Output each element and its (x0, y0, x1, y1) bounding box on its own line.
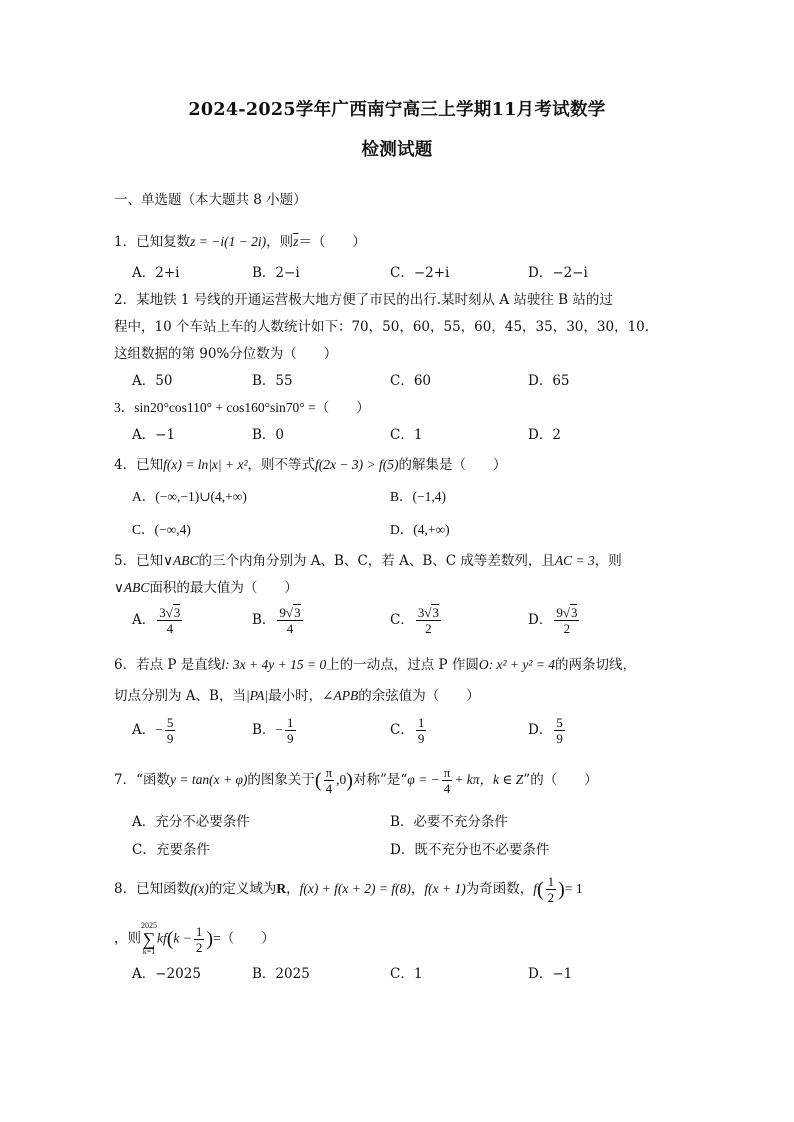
q3-option-a: A．−1 (132, 427, 176, 443)
q8-option-a: A．−2025 (132, 966, 201, 982)
q4-inequality: f(2x − 3) > f(5) (315, 457, 399, 472)
question-7: 7．“函数y = tan(x + φ)的图象关于( $\frac{\pi}{4}$ ,0)对称”是“φ = − $\frac{\pi}{4}$ + kπ，k ∈ Z”的（ ） (114, 765, 598, 796)
question-1: 1．已知复数z = −i(1 − 2i)，则$\overline{z}=$（ ） (114, 234, 366, 250)
q5-option-b: B． $\frac{9√3}{4}$ (252, 605, 301, 636)
section-heading: 一、单选题（本大题共 8 小题） (114, 192, 307, 208)
title-line-2: 检测试题 (361, 140, 433, 160)
q4-option-b: B．(−1,4) (390, 489, 446, 504)
question-8-line-2: ，则2025 ∑ k=1kf(k − $\frac{1}{2}$ )=（ ） (114, 921, 275, 956)
q7-option-c: C．充要条件 (132, 842, 210, 858)
question-4: 4．已知f(x) = ln|x| + x²，则不等式f(2x − 3) > f(5)的解集是（ ） (114, 457, 507, 473)
q1-option-d: D．−2−i (528, 265, 588, 281)
title-line-1: 2024-2025学年广西南宁高三上学期11月考试数学 (188, 100, 606, 120)
question-2-line-2: 程中，10 个车站上车的人数统计如下：70，50，60，55，60，45，35，30，30，10. (114, 319, 650, 335)
q7-option-b: B．必要不充分条件 (390, 814, 508, 830)
q1-expression: z = −i(1 − 2i) (190, 234, 267, 249)
question-8-line-1: 8．已知函数f(x)的定义域为R，f(x) + f(x + 2) = f(8)，f(x + 1)为奇函数，f( $\frac{1}{2}$ )= 1 (114, 874, 583, 905)
q1-option-a: A．2+i (132, 265, 180, 281)
q6-option-d: D． $\frac{5}{9}$ (528, 715, 563, 746)
q4-option-d: D．(4,+∞) (390, 522, 450, 537)
q6-line-equation: l: 3x + 4y + 15 = 0 (221, 657, 327, 672)
question-2-line-1: 2．某地铁 1 号线的开通运营极大地方便了市民的出行.某时刻从 A 站驶往 B 站的过 (114, 292, 613, 308)
q5-option-d: D． $\frac{9√3}{2}$ (528, 605, 578, 636)
question-6-line-2: 切点分别为 A、B，当|PA|最小时，∠APB的余弦值为（ ） (114, 688, 480, 704)
q6-option-c: C． $\frac{1}{9}$ (390, 715, 425, 746)
q3-option-c: C．1 (390, 427, 423, 443)
q7-option-a: A．充分不必要条件 (132, 814, 250, 830)
q8-option-c: C．1 (390, 966, 423, 982)
q2-option-c: C．60 (390, 373, 432, 389)
q1-conjugate: $\overline{z}$ (293, 234, 299, 249)
q1-option-b: B．2−i (252, 265, 300, 281)
q2-option-d: D．65 (528, 373, 570, 389)
q2-option-a: A．50 (132, 373, 173, 389)
q1-option-c: C．−2+i (390, 265, 450, 281)
q7-option-d: D．既不充分也不必要条件 (390, 842, 550, 858)
q3-option-b: B．0 (252, 427, 285, 443)
q4-option-a: A．(−∞,−1)∪(4,+∞) (132, 489, 247, 504)
question-5-line-1: 5．已知∨ABC的三个内角分别为 A、B、C，若 A、B、C 成等差数列，且AC = 3，则 (114, 553, 622, 569)
q8-option-d: D．−1 (528, 966, 573, 982)
q5-side: AC = 3 (554, 553, 595, 568)
q6-option-b: B．− $\frac{1}{9}$ (252, 715, 294, 746)
q8-option-b: B．2025 (252, 966, 310, 982)
q4-option-c: C．(−∞,4) (132, 522, 191, 537)
q6-option-a: A．− $\frac{5}{9}$ (132, 715, 174, 746)
question-5-line-2: ∨ABC面积的最大值为（ ） (114, 580, 298, 596)
q5-option-c: C． $\frac{3√3}{2}$ (390, 605, 439, 636)
question-3: 3．sin20°cos110° + cos160°sin70° =（ ） (114, 400, 370, 415)
question-2-line-3: 这组数据的第 90%分位数为（ ） (114, 346, 338, 362)
q5-option-a: A． $\frac{3√3}{4}$ (132, 605, 181, 636)
q3-option-d: D．2 (528, 427, 561, 443)
question-6-line-1: 6．若点 P 是直线l: 3x + 4y + 15 = 0上的一动点，过点 P 作圆O: x² + y² = 4的两条切线， (114, 657, 637, 673)
q4-function: f(x) = ln|x| + x² (163, 457, 248, 472)
q2-option-b: B．55 (252, 373, 293, 389)
q6-circle-equation: O: x² + y² = 4 (478, 657, 556, 672)
